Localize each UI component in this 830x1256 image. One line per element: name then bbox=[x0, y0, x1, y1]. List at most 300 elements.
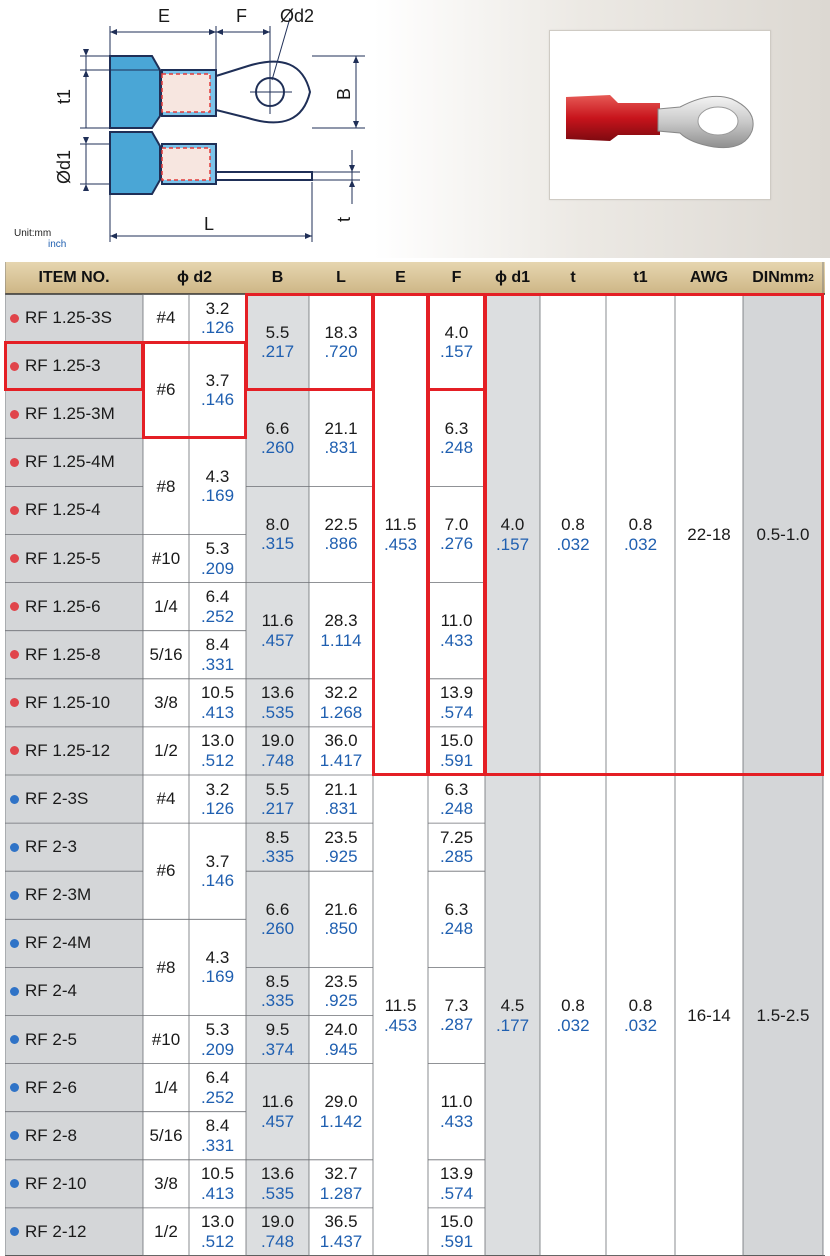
f-mm-value: 15.0 bbox=[439, 1212, 474, 1232]
bullet-dot-icon bbox=[10, 698, 19, 707]
f-inch-value: .591 bbox=[439, 1231, 474, 1251]
f-inch-value: .433 bbox=[439, 1111, 474, 1131]
b-mm-value: 13.6 bbox=[260, 683, 295, 703]
l-inch-value: 1.287 bbox=[319, 1183, 363, 1203]
l-inch-value: .886 bbox=[324, 534, 358, 554]
b-cell bbox=[246, 390, 309, 486]
b-mm-value: 19.0 bbox=[260, 731, 295, 751]
stud-value: 5/16 bbox=[149, 644, 183, 664]
d1-inch-value: .177 bbox=[495, 1015, 530, 1035]
b-inch-value: .335 bbox=[260, 991, 295, 1011]
f-inch-value: .433 bbox=[439, 630, 474, 650]
b-cell bbox=[246, 1160, 309, 1208]
header-t1 bbox=[606, 262, 675, 294]
d2-mm-value: 10.5 bbox=[200, 683, 235, 703]
unit-inch-label: inch bbox=[48, 239, 67, 250]
f-mm-value: 15.0 bbox=[439, 731, 474, 751]
item-number: RF 1.25-3M bbox=[25, 404, 115, 424]
bullet-dot-icon bbox=[10, 410, 19, 419]
f-cell bbox=[428, 1064, 485, 1160]
d2-mm-value: 3.7 bbox=[205, 851, 230, 871]
stud-cell bbox=[143, 631, 189, 679]
item-row-label bbox=[5, 583, 143, 631]
d2-cell bbox=[189, 823, 246, 919]
b-mm-value: 5.5 bbox=[265, 779, 290, 799]
b-cell bbox=[246, 727, 309, 775]
d2-mm-value: 5.3 bbox=[205, 539, 230, 558]
l-inch-value: 1.114 bbox=[320, 630, 362, 650]
b-mm-value: 6.6 bbox=[265, 899, 290, 919]
d2-cell bbox=[189, 679, 246, 727]
header-din-superscript: 2 bbox=[808, 272, 814, 284]
f-cell bbox=[428, 1208, 485, 1256]
l-cell bbox=[309, 1064, 373, 1160]
d2-cell bbox=[189, 775, 246, 823]
b-cell bbox=[246, 583, 309, 679]
l-cell bbox=[309, 390, 373, 486]
stud-cell bbox=[143, 919, 189, 1015]
bullet-dot-icon bbox=[10, 458, 19, 467]
d1-mm-value: 4.5 bbox=[500, 995, 525, 1015]
stud-value: #4 bbox=[156, 308, 176, 328]
d2-inch-value: .413 bbox=[200, 702, 235, 722]
f-cell bbox=[428, 679, 485, 727]
b-cell bbox=[246, 679, 309, 727]
header-e-label: E bbox=[395, 269, 406, 286]
d2-cell bbox=[189, 294, 246, 342]
item-number: RF 2-3S bbox=[25, 789, 89, 809]
item-number: RF 2-6 bbox=[25, 1077, 77, 1097]
l-mm-value: 32.7 bbox=[324, 1164, 358, 1184]
l-inch-value: .925 bbox=[324, 847, 358, 867]
l-cell bbox=[309, 486, 373, 582]
stud-value: 5/16 bbox=[149, 1125, 183, 1145]
stud-value: 1/4 bbox=[154, 596, 178, 616]
d1-mm-value: 4.0 bbox=[500, 514, 525, 534]
din-value: 1.5-2.5 bbox=[756, 1005, 810, 1025]
t-mm-value: 0.8 bbox=[561, 995, 585, 1015]
f-mm-value: 13.9 bbox=[439, 1164, 474, 1184]
header-l bbox=[309, 262, 373, 294]
stud-value: #6 bbox=[156, 861, 176, 881]
d2-cell bbox=[189, 1016, 246, 1064]
stud-value: #6 bbox=[156, 380, 176, 400]
bullet-dot-icon bbox=[10, 1083, 19, 1092]
l-inch-value: .850 bbox=[324, 919, 358, 939]
bullet-dot-icon bbox=[10, 795, 19, 804]
product-photo bbox=[549, 30, 771, 200]
l-inch-value: 1.268 bbox=[319, 702, 363, 722]
d2-cell bbox=[189, 631, 246, 679]
d2-mm-value: 8.4 bbox=[205, 1116, 230, 1136]
b-mm-value: 9.5 bbox=[265, 1020, 290, 1039]
l-cell bbox=[309, 727, 373, 775]
stud-cell bbox=[143, 438, 189, 534]
l-mm-value: 21.1 bbox=[324, 779, 358, 799]
product-drawing-area bbox=[0, 0, 830, 258]
f-cell bbox=[428, 871, 485, 967]
item-row-label bbox=[5, 1208, 143, 1256]
t1-cell bbox=[606, 775, 675, 1256]
l-cell bbox=[309, 679, 373, 727]
b-inch-value: .457 bbox=[260, 1111, 295, 1131]
f-inch-value: .591 bbox=[439, 750, 474, 770]
f-inch-value: .248 bbox=[439, 438, 474, 458]
d2-inch-value: .331 bbox=[200, 654, 235, 674]
header-din bbox=[743, 262, 823, 294]
header-f-label: F bbox=[451, 269, 462, 286]
b-cell bbox=[246, 1016, 309, 1064]
b-mm-value: 8.5 bbox=[265, 827, 290, 847]
item-number: RF 1.25-3 bbox=[25, 356, 101, 376]
item-number: RF 2-5 bbox=[25, 1029, 77, 1049]
item-number: RF 1.25-12 bbox=[25, 740, 111, 760]
item-row-label bbox=[5, 535, 143, 583]
d2-cell bbox=[189, 535, 246, 583]
b-inch-value: .260 bbox=[260, 438, 295, 458]
d1-cell bbox=[485, 294, 540, 775]
l-mm-value: 32.2 bbox=[324, 683, 358, 703]
bullet-dot-icon bbox=[10, 939, 19, 948]
l-inch-value: 1.437 bbox=[319, 1231, 363, 1251]
f-cell bbox=[428, 1160, 485, 1208]
item-row-label bbox=[5, 727, 143, 775]
awg-cell bbox=[675, 294, 743, 775]
t-mm-value: 0.8 bbox=[561, 514, 585, 534]
f-inch-value: .574 bbox=[439, 702, 474, 722]
item-number: RF 1.25-3S bbox=[25, 308, 112, 328]
stud-value: #10 bbox=[151, 548, 181, 568]
d2-mm-value: 6.4 bbox=[205, 1068, 230, 1088]
d2-mm-value: 3.2 bbox=[205, 779, 230, 799]
t1-inch-value: .032 bbox=[623, 1015, 658, 1035]
b-cell bbox=[246, 775, 309, 823]
header-d2-label: ϕ d2 bbox=[176, 269, 213, 286]
d2-mm-value: 8.4 bbox=[205, 635, 230, 655]
e-cell bbox=[373, 294, 428, 775]
item-number: RF 2-4M bbox=[25, 933, 92, 953]
b-inch-value: .217 bbox=[260, 342, 295, 362]
f-mm-value: 7.25 bbox=[439, 827, 474, 847]
din-value: 0.5-1.0 bbox=[756, 524, 810, 544]
b-cell bbox=[246, 294, 309, 390]
l-inch-value: .831 bbox=[324, 438, 358, 458]
stud-value: 3/8 bbox=[154, 693, 178, 713]
item-row-label bbox=[5, 919, 143, 967]
item-row-label bbox=[5, 679, 143, 727]
header-awg bbox=[675, 262, 743, 294]
label-t: t bbox=[334, 216, 354, 222]
item-row-label bbox=[5, 486, 143, 534]
t1-inch-value: .032 bbox=[623, 534, 658, 554]
item-row-label bbox=[5, 871, 143, 919]
l-mm-value: 29.0 bbox=[324, 1092, 358, 1112]
item-row-label bbox=[5, 438, 143, 486]
f-cell bbox=[428, 823, 485, 871]
t-inch-value: .032 bbox=[556, 1015, 590, 1035]
stud-cell bbox=[143, 294, 189, 342]
b-mm-value: 6.6 bbox=[265, 418, 290, 438]
d2-cell bbox=[189, 1112, 246, 1160]
b-mm-value: 5.5 bbox=[265, 322, 290, 342]
d2-mm-value: 10.5 bbox=[200, 1164, 235, 1184]
bullet-dot-icon bbox=[10, 891, 19, 900]
b-mm-value: 19.0 bbox=[260, 1212, 295, 1232]
d2-cell bbox=[189, 1160, 246, 1208]
d2-inch-value: .169 bbox=[200, 967, 235, 987]
d2-cell bbox=[189, 1064, 246, 1112]
d2-inch-value: .512 bbox=[200, 1231, 235, 1251]
dimension-drawing bbox=[0, 0, 540, 258]
d2-inch-value: .209 bbox=[200, 1039, 235, 1059]
d2-cell bbox=[189, 919, 246, 1015]
header-d1 bbox=[485, 262, 540, 294]
f-cell bbox=[428, 967, 485, 1063]
header-item bbox=[5, 262, 143, 294]
stud-value: 3/8 bbox=[154, 1174, 178, 1194]
d2-inch-value: .146 bbox=[200, 871, 235, 891]
d2-inch-value: .413 bbox=[200, 1183, 235, 1203]
b-inch-value: .457 bbox=[260, 630, 295, 650]
stud-cell bbox=[143, 727, 189, 775]
b-inch-value: .260 bbox=[260, 919, 295, 939]
d2-mm-value: 5.3 bbox=[205, 1020, 230, 1039]
din-cell bbox=[743, 294, 823, 775]
b-inch-value: .748 bbox=[260, 1231, 295, 1251]
b-mm-value: 8.0 bbox=[265, 514, 290, 534]
d2-inch-value: .512 bbox=[200, 750, 235, 770]
header-t bbox=[540, 262, 606, 294]
stud-cell bbox=[143, 1160, 189, 1208]
f-inch-value: .574 bbox=[439, 1183, 474, 1203]
l-mm-value: 23.5 bbox=[324, 971, 358, 991]
din-cell bbox=[743, 775, 823, 1256]
stud-cell bbox=[143, 1112, 189, 1160]
item-number: RF 1.25-4M bbox=[25, 452, 115, 472]
bullet-dot-icon bbox=[10, 554, 19, 563]
item-number: RF 2-8 bbox=[25, 1125, 77, 1145]
label-d2: Ød2 bbox=[280, 6, 315, 26]
terminal-side-view bbox=[110, 132, 312, 194]
t1-cell bbox=[606, 294, 675, 775]
stud-value: #10 bbox=[151, 1029, 181, 1049]
header-f bbox=[428, 262, 485, 294]
f-cell bbox=[428, 727, 485, 775]
bullet-dot-icon bbox=[10, 843, 19, 852]
l-inch-value: 1.142 bbox=[319, 1111, 363, 1131]
bullet-dot-icon bbox=[10, 506, 19, 515]
f-cell bbox=[428, 775, 485, 823]
t-cell bbox=[540, 775, 606, 1256]
bullet-dot-icon bbox=[10, 314, 19, 323]
f-cell bbox=[428, 583, 485, 679]
b-inch-value: .374 bbox=[260, 1039, 295, 1059]
label-b: B bbox=[334, 87, 354, 100]
item-number: RF 1.25-5 bbox=[25, 548, 101, 568]
e-mm-value: 11.5 bbox=[384, 995, 417, 1015]
d2-mm-value: 4.3 bbox=[205, 466, 230, 486]
awg-value: 22-18 bbox=[687, 524, 731, 544]
t-inch-value: .032 bbox=[556, 534, 590, 554]
l-inch-value: .720 bbox=[324, 342, 358, 362]
header-d1-label: ϕ d1 bbox=[494, 269, 531, 286]
f-mm-value: 11.0 bbox=[440, 611, 473, 631]
d2-cell bbox=[189, 438, 246, 534]
f-inch-value: .285 bbox=[439, 847, 474, 867]
f-inch-value: .276 bbox=[439, 534, 474, 554]
l-mm-value: 24.0 bbox=[324, 1020, 358, 1039]
b-inch-value: .535 bbox=[260, 1183, 295, 1203]
f-mm-value: 13.9 bbox=[439, 683, 474, 703]
specification-table bbox=[5, 262, 825, 1256]
d2-mm-value: 3.2 bbox=[205, 298, 230, 318]
l-inch-value: .945 bbox=[324, 1039, 358, 1059]
item-number: RF 2-12 bbox=[25, 1221, 87, 1241]
item-number: RF 1.25-10 bbox=[25, 692, 111, 712]
item-row-label bbox=[5, 967, 143, 1015]
f-mm-value: 6.3 bbox=[444, 899, 469, 919]
l-mm-value: 21.1 bbox=[324, 418, 358, 438]
f-mm-value: 6.3 bbox=[444, 779, 469, 799]
b-cell bbox=[246, 486, 309, 582]
stud-value: 1/2 bbox=[154, 1222, 178, 1242]
l-cell bbox=[309, 294, 373, 390]
stud-cell bbox=[143, 823, 189, 919]
header-din-label: DINmm bbox=[752, 269, 809, 286]
l-cell bbox=[309, 1016, 373, 1064]
item-row-label bbox=[5, 390, 143, 438]
item-number: RF 1.25-6 bbox=[25, 596, 101, 616]
d2-inch-value: .209 bbox=[200, 558, 235, 578]
bullet-dot-icon bbox=[10, 746, 19, 755]
e-inch-value: .453 bbox=[383, 534, 418, 554]
d2-inch-value: .126 bbox=[200, 318, 235, 338]
bullet-dot-icon bbox=[10, 1035, 19, 1044]
stud-cell bbox=[143, 583, 189, 631]
item-row-label bbox=[5, 631, 143, 679]
item-number: RF 1.25-4 bbox=[25, 500, 101, 520]
stud-cell bbox=[143, 775, 189, 823]
stud-cell bbox=[143, 342, 189, 438]
bullet-dot-icon bbox=[10, 1179, 19, 1188]
e-inch-value: .453 bbox=[383, 1015, 418, 1035]
t1-mm-value: 0.8 bbox=[628, 514, 653, 534]
d2-mm-value: 13.0 bbox=[200, 731, 235, 751]
label-d1: Ød1 bbox=[54, 149, 74, 184]
b-cell bbox=[246, 871, 309, 967]
bullet-dot-icon bbox=[10, 650, 19, 659]
bullet-dot-icon bbox=[10, 362, 19, 371]
b-inch-value: .335 bbox=[260, 847, 295, 867]
unit-mm-label: Unit:mm bbox=[14, 228, 52, 239]
d2-inch-value: .146 bbox=[200, 390, 235, 410]
b-cell bbox=[246, 967, 309, 1015]
header-item-label: ITEM NO. bbox=[38, 269, 110, 286]
d2-inch-value: .331 bbox=[200, 1135, 235, 1155]
b-inch-value: .535 bbox=[260, 702, 295, 722]
t-cell bbox=[540, 294, 606, 775]
b-inch-value: .748 bbox=[260, 750, 295, 770]
f-cell bbox=[428, 294, 485, 390]
stud-cell bbox=[143, 679, 189, 727]
d2-inch-value: .126 bbox=[200, 799, 235, 819]
f-mm-value: 6.3 bbox=[444, 418, 469, 438]
f-cell bbox=[428, 486, 485, 582]
header-t1-label: t1 bbox=[633, 269, 648, 286]
stud-value: 1/2 bbox=[154, 741, 178, 761]
f-mm-value: 11.0 bbox=[440, 1092, 473, 1112]
l-mm-value: 28.3 bbox=[324, 611, 358, 631]
d2-inch-value: .169 bbox=[200, 486, 235, 506]
b-mm-value: 11.6 bbox=[261, 1092, 294, 1112]
item-row-label bbox=[5, 1112, 143, 1160]
l-cell bbox=[309, 967, 373, 1015]
f-inch-value: .287 bbox=[439, 1015, 474, 1035]
l-cell bbox=[309, 775, 373, 823]
item-row-label bbox=[5, 1016, 143, 1064]
awg-value: 16-14 bbox=[687, 1005, 731, 1025]
f-inch-value: .248 bbox=[439, 799, 474, 819]
e-mm-value: 11.5 bbox=[384, 514, 417, 534]
bullet-dot-icon bbox=[10, 1227, 19, 1236]
d1-cell bbox=[485, 775, 540, 1256]
stud-cell bbox=[143, 1016, 189, 1064]
l-cell bbox=[309, 823, 373, 871]
l-inch-value: 1.417 bbox=[319, 750, 363, 770]
d2-inch-value: .252 bbox=[200, 1087, 235, 1107]
l-cell bbox=[309, 1208, 373, 1256]
d2-cell bbox=[189, 342, 246, 438]
f-cell bbox=[428, 390, 485, 486]
d2-mm-value: 6.4 bbox=[205, 587, 230, 607]
bullet-dot-icon bbox=[10, 987, 19, 996]
l-cell bbox=[309, 871, 373, 967]
l-cell bbox=[309, 583, 373, 679]
stud-cell bbox=[143, 1064, 189, 1112]
awg-cell bbox=[675, 775, 743, 1256]
d2-mm-value: 3.7 bbox=[205, 370, 230, 390]
item-row-label bbox=[5, 342, 143, 390]
header-b-label: B bbox=[271, 269, 284, 286]
header-awg-label: AWG bbox=[689, 269, 729, 286]
header-t-label: t bbox=[570, 269, 576, 286]
l-mm-value: 36.5 bbox=[324, 1212, 358, 1232]
b-inch-value: .217 bbox=[260, 799, 295, 819]
t1-mm-value: 0.8 bbox=[628, 995, 653, 1015]
item-number: RF 2-3M bbox=[25, 885, 92, 905]
label-l: L bbox=[204, 214, 215, 234]
item-row-label bbox=[5, 1160, 143, 1208]
item-number: RF 2-4 bbox=[25, 981, 77, 1001]
d2-mm-value: 4.3 bbox=[205, 947, 230, 967]
item-number: RF 2-3 bbox=[25, 837, 77, 857]
f-mm-value: 7.3 bbox=[444, 995, 469, 1015]
d2-cell bbox=[189, 1208, 246, 1256]
l-cell bbox=[309, 1160, 373, 1208]
item-number: RF 1.25-8 bbox=[25, 644, 101, 664]
label-t1: t1 bbox=[54, 88, 74, 104]
d1-inch-value: .157 bbox=[495, 534, 530, 554]
b-cell bbox=[246, 1208, 309, 1256]
d2-mm-value: 13.0 bbox=[200, 1212, 235, 1232]
label-f: F bbox=[236, 6, 247, 26]
stud-cell bbox=[143, 535, 189, 583]
f-inch-value: .248 bbox=[439, 919, 474, 939]
item-number: RF 2-10 bbox=[25, 1173, 87, 1193]
l-mm-value: 36.0 bbox=[324, 731, 358, 751]
b-mm-value: 13.6 bbox=[260, 1164, 295, 1184]
header-e bbox=[373, 262, 428, 294]
